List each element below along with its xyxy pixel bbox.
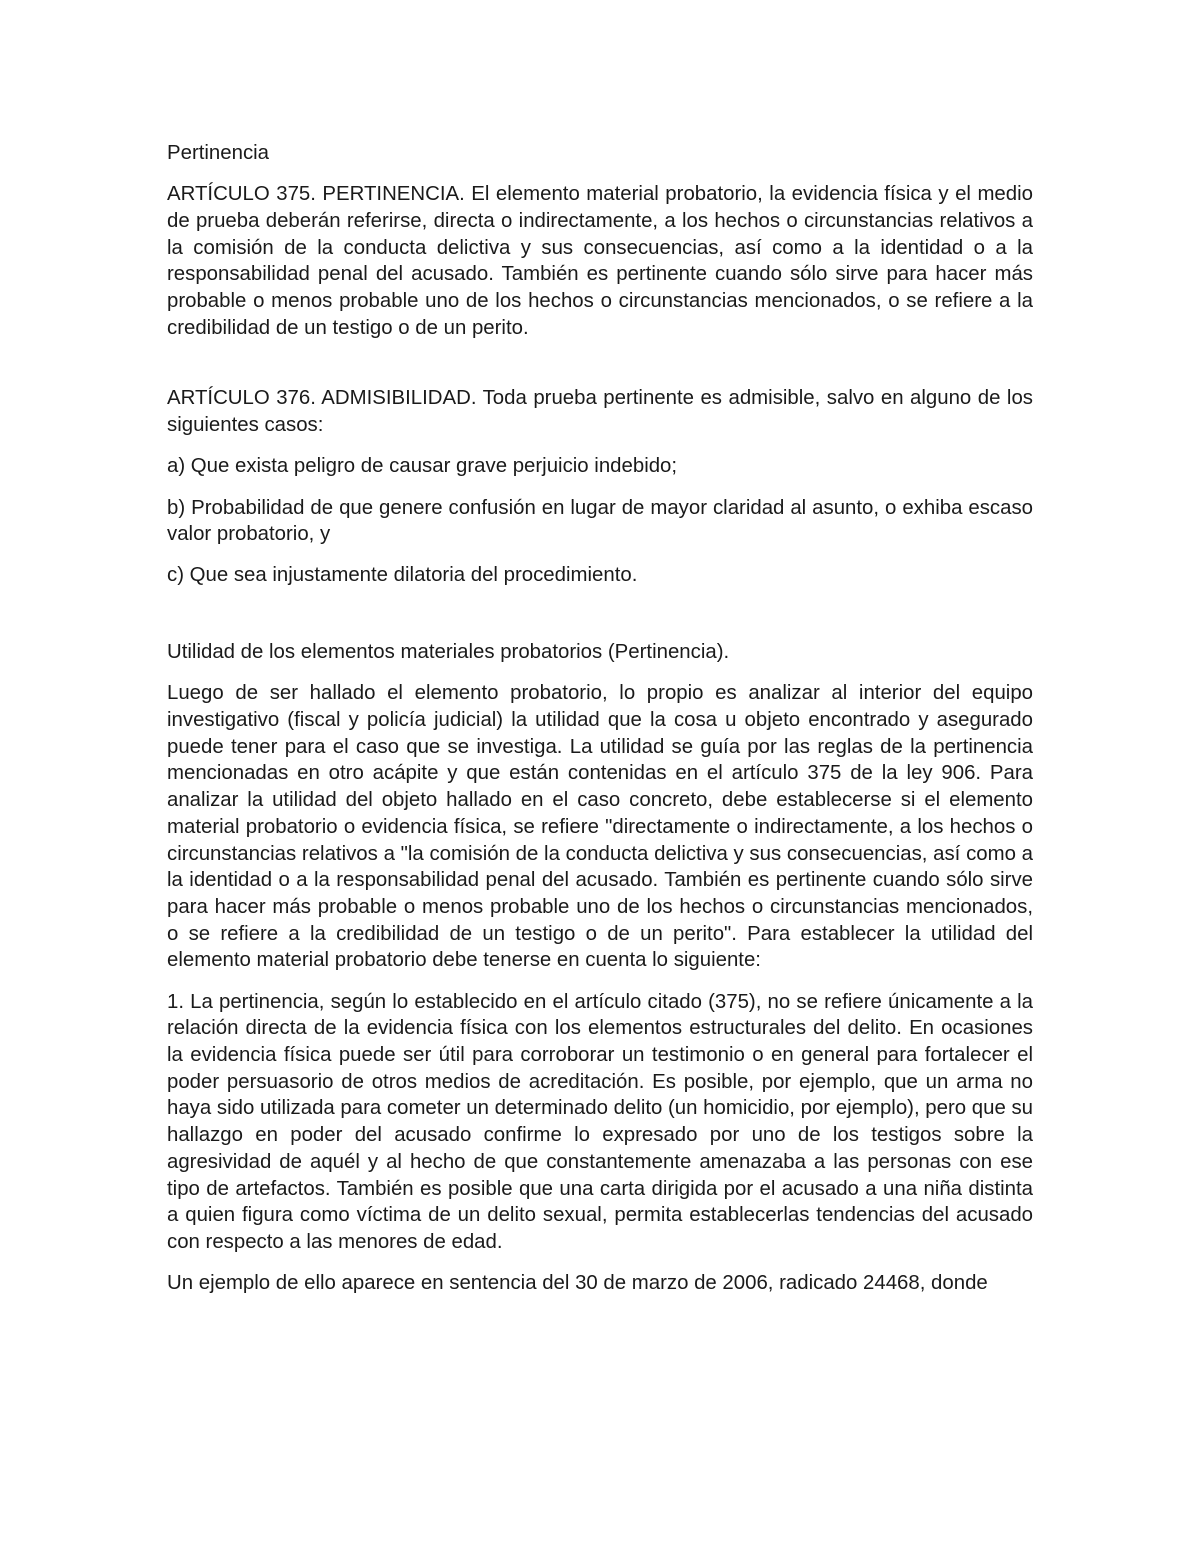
section-heading-utilidad: Utilidad de los elementos materiales probatorios (Pertinencia). — [167, 641, 730, 664]
section-heading-pertinencia: Pertinencia — [167, 142, 270, 164]
utilidad-paragraph-3: Un ejemplo de ello aparece en sentencia del 30 de marzo de 2006, radicado 24468, donde — [167, 1272, 988, 1295]
article-375-paragraph: ARTÍCULO 375. PERTINENCIA. El elemento material probatorio, la evidencia física y el medio de prueba deberán referirse, directa o indirectamente, a los hechos o circunstancias relativos a la comisión de la conducta delictiva y sus consecuencias, así como a la identidad o a la responsabilidad penal del acusado. También es pertinente cuando sólo sirve para hacer más probable o menos probable uno de los hechos o circunstancias mencionados, o se refiere a la credibilidad de un testigo o de un perito. — [167, 183, 1033, 339]
list-item-a: a) Que exista peligro de causar grave perjuicio indebido; — [167, 455, 678, 478]
utilidad-paragraph-1: Luego de ser hallado el elemento probatorio, lo propio es analizar al interior del equipo investigativo (fiscal y policía judicial) la utilidad que la cosa u objeto encontrado y asegurado puede tener para el caso que se investiga. La utilidad se guía por las reglas de la pertinencia mencionadas en otro acápite y que están contenidas en el artículo 375 de la ley 906. Para analizar la utilidad del objeto hallado en el caso concreto, debe establecerse si el elemento material probatorio o evidencia física, se refiere "directamente o indirectamente, a los hechos o circunstancias relativos a "la comisión de la conducta delictiva y sus consecuencias, así como a la identidad o a la responsabilidad penal del acusado. También es pertinente cuando sólo sirve para hacer más probable o menos probable uno de los hechos o circunstancias mencionados, o se refiere a la credibilidad de un testigo o de un perito". Para establecer la utilidad del elemento material probatorio debe tenerse en cuenta lo siguiente: — [167, 682, 1033, 972]
list-item-b: b) Probabilidad de que genere confusión en lugar de mayor claridad al asunto, o exhiba escaso valor probatorio, y — [167, 496, 1033, 546]
list-item-c: c) Que sea injustamente dilatoria del procedimiento. — [167, 564, 638, 587]
article-376-paragraph: ARTÍCULO 376. ADMISIBILIDAD. Toda prueba pertinente es admisible, salvo en alguno de los siguientes casos: — [167, 387, 1033, 437]
document-body — [167, 140, 1033, 1311]
utilidad-paragraph-2: 1. La pertinencia, según lo establecido en el artículo citado (375), no se refiere únicamente a la relación directa de la evidencia física con los elementos estructurales del delito. En ocasiones la evidencia física puede ser útil para corroborar un testimonio o en general para fortalecer el poder persuasorio de otros medios de acreditación. Es posible, por ejemplo, que un arma no haya sido utilizada para cometer un determinado delito (un homicidio, por ejemplo), pero que su hallazgo en poder del acusado confirme lo expresado por uno de los testigos sobre la agresividad de aquél y al hecho de que constantemente amenazaba a las personas con ese tipo de artefactos. También es posible que una carta dirigida por el acusado a una niña distinta a quien figura como víctima de un delito sexual, permita establecerlas tendencias del acusado con respecto a las menores de edad. — [167, 990, 1033, 1253]
